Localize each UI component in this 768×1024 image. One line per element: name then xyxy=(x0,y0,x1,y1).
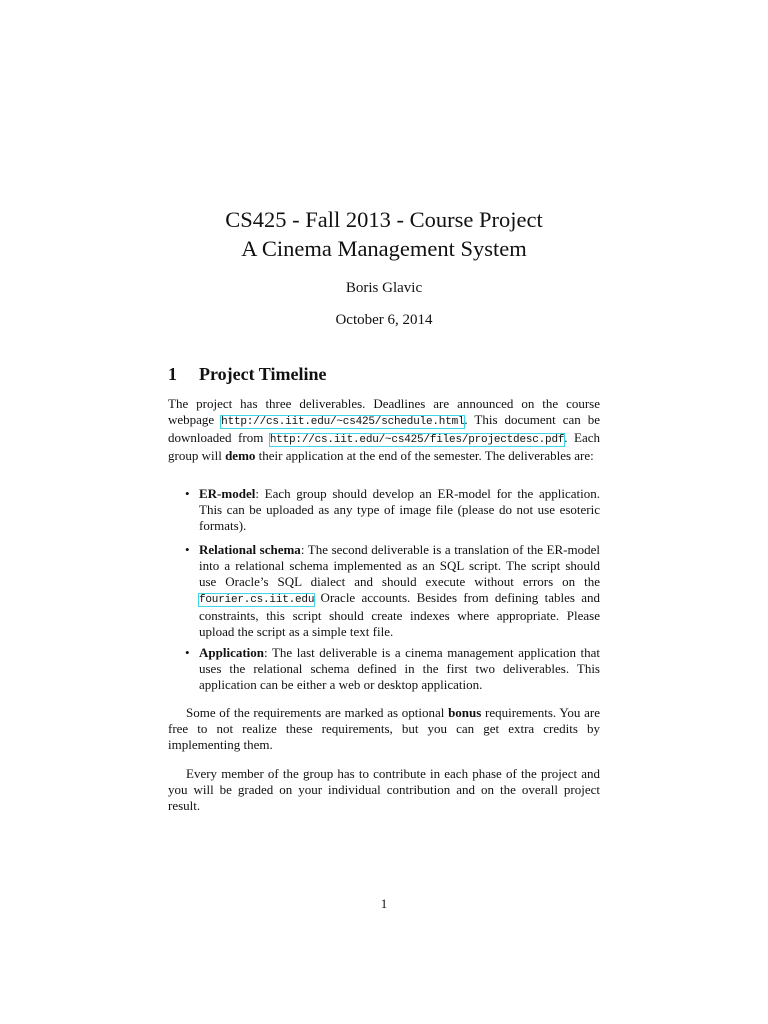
bonus-text-2: requirements. You are free to not realize these requirements, but you can get extra credits by implementing them. xyxy=(168,705,600,752)
bonus-paragraph xyxy=(168,705,600,753)
bullet-term: ER-model xyxy=(199,486,256,501)
bonus-text-1: Some of the requirements are marked as optional xyxy=(186,705,449,720)
bullet-relational-schema xyxy=(199,542,600,640)
projectdesc-link[interactable]: http://cs.iit.edu/~cs425/files/projectdesc.pdf xyxy=(269,434,565,446)
bullet-er-model xyxy=(199,486,600,534)
bullet-marker: • xyxy=(185,645,190,660)
bullet-term: Application xyxy=(199,645,265,660)
date: October 6, 2014 xyxy=(335,312,433,328)
page-number: 1 xyxy=(380,896,388,911)
schedule-link[interactable]: http://cs.iit.edu/~cs425/schedule.html xyxy=(221,416,465,428)
bullet-text: : Each group should develop an ER-model for the application. This can be uploaded as any type of image file (please do not use esoteric formats). xyxy=(199,486,600,533)
bullet-application xyxy=(199,645,600,693)
intro-text-4: their application at the end of the semester. The deliverables are: xyxy=(255,448,594,463)
bonus-bold: bonus xyxy=(448,705,482,720)
bullet-text-cont: Oracle accounts. Besides from defining tables and constraints, this script should create indexes where appropriate. Please upload the script as a simple text file. xyxy=(199,590,600,639)
bullet-text: : The second deliverable is a translation of the ER-model into a relational schema implemented as an SQL script. The script should use Oracle’s SQL dialect and should execute without errors on the xyxy=(199,542,600,589)
bullet-text: : The last deliverable is a cinema management application that uses the relational schema defined in the first two deliverables. This application can be either a web or desktop application. xyxy=(199,645,600,692)
intro-text-1: The project has three deliverables. Deadlines are announced on the course webpage xyxy=(168,396,600,427)
intro-text-2: . This document can be downloaded from xyxy=(168,412,600,445)
demo-bold: demo xyxy=(225,448,256,463)
bullet-marker: • xyxy=(185,486,190,501)
intro-paragraph xyxy=(168,396,600,464)
section-title: Project Timeline xyxy=(199,364,327,384)
intro-text-3: . Each group will xyxy=(168,430,600,463)
author: Boris Glavic xyxy=(345,280,423,296)
document-title-line-2: A Cinema Management System xyxy=(241,236,527,261)
contribution-paragraph: Every member of the group has to contribute in each phase of the project and you will be graded on your individual contribution and on the overall project result. xyxy=(168,766,600,813)
section-number: 1 xyxy=(168,364,177,384)
bullet-term: Relational schema xyxy=(199,542,301,557)
document-title-line-1: CS425 - Fall 2013 - Course Project xyxy=(225,207,543,232)
section-heading xyxy=(168,365,326,383)
fourier-host-link[interactable]: fourier.cs.iit.edu xyxy=(199,594,315,606)
bullet-marker: • xyxy=(185,542,190,557)
